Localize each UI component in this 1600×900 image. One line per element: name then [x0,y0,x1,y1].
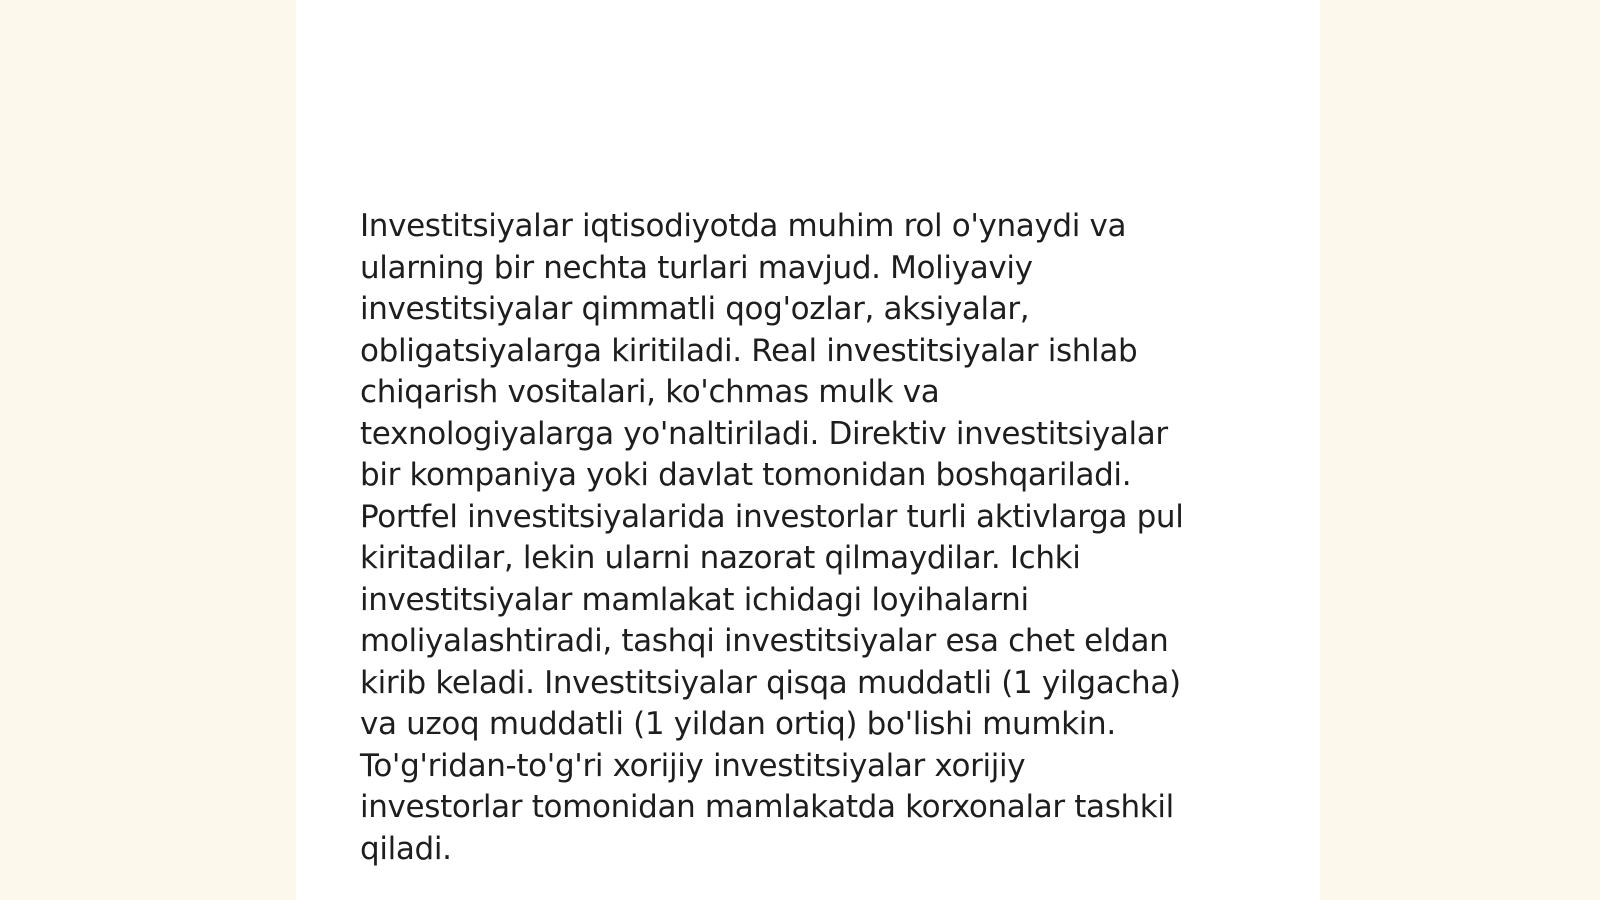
body-paragraph: Investitsiyalar iqtisodiyotda muhim rol o'ynaydi va ularning bir nechta turlari mavjud. Moliyaviy investitsiyalar qimmatli qog'ozlar, aksiyalar, obligatsiyalarga kiritiladi. Real investitsiyalar ishlab chiqarish vositalari, ko'chmas mulk va texnologiyalarga yo'naltiriladi. Direktiv investitsiyalar bir kompaniya yoki davlat tomonidan boshqariladi. Portfel investitsiyalarida investorlar turli aktivlarga pul kiritadilar, lekin ularni nazorat qilmaydilar. Ichki investitsiyalar mamlakat ichidagi loyihalarni moliyalashtiradi, tashqi investitsiyalar esa chet eldan kirib keladi. Investitsiyalar qisqa muddatli (1 yilgacha) va uzoq muddatli (1 yildan ortiq) bo'lishi mumkin. To'g'ridan-to'g'ri xorijiy investitsiyalar xorijiy investorlar tomonidan mamlakatda korxonalar tashkil qiladi. [360,208,1184,867]
document-page [296,0,1320,900]
